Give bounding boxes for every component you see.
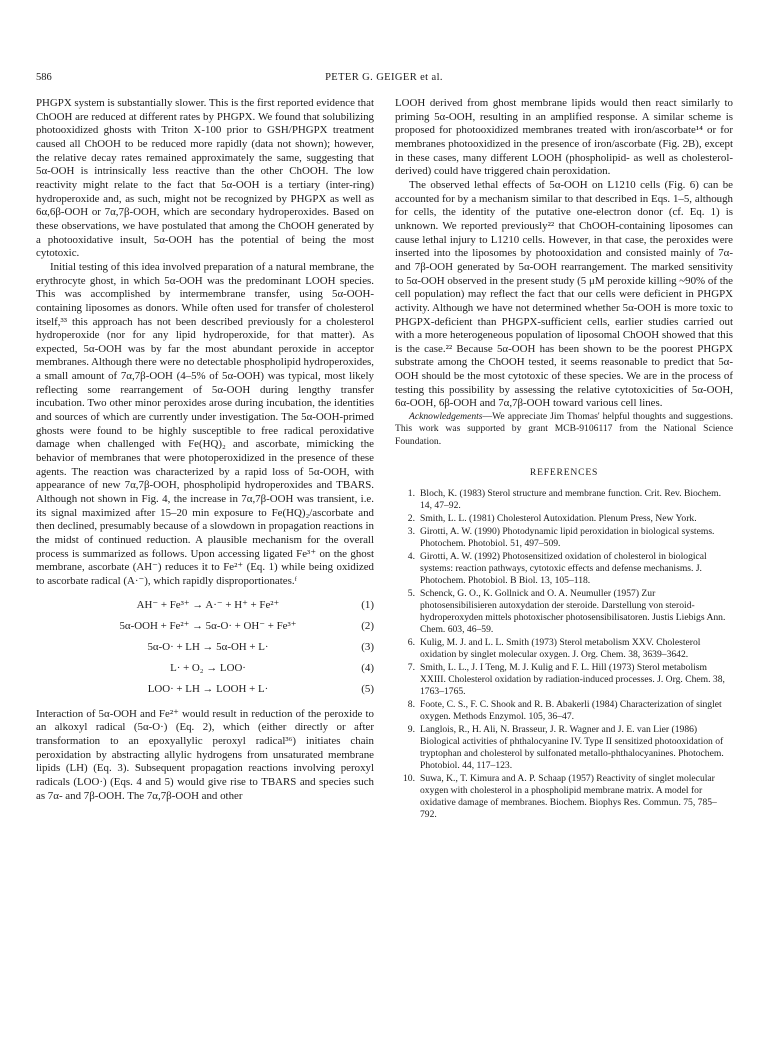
- reference-number: 7.: [407, 661, 415, 673]
- references-heading: REFERENCES: [529, 466, 599, 478]
- reference-text: Girotti, A. W. (1992) Photosensitized oxidation of cholesterol in biological systems: reaction pathways, cytotoxic effects and defense mechanisms. J. Photochem. Photobiol. B Biol. 13, 105–118.: [420, 550, 707, 586]
- equation-number: (3): [361, 641, 374, 654]
- page-number: 586: [36, 72, 52, 83]
- reference-text: Kulig, M. J. and L. L. Smith (1973) Sterol metabolism XXV. Cholesterol oxidation by singlet molecular oxygen. J. Org. Chem. 38, 3639–3642.: [420, 636, 701, 660]
- reference-text: Foote, C. S., F. C. Shook and R. B. Abakerli (1984) Characterization of singlet oxygen. Methods Enzymol. 105, 36–47.: [420, 698, 722, 722]
- page-header: [36, 72, 732, 88]
- running-head: PETER G. GEIGER et al.: [325, 72, 443, 83]
- reference-item: [395, 699, 733, 723]
- reference-item: [395, 513, 733, 525]
- reference-number: 6.: [407, 636, 415, 648]
- reference-text: Schenck, G. O., K. Gollnick and O. A. Neumuller (1957) Zur photosensibilisieren autoxydation der steroide. Darstellung von steroid-hydroperoxyden mittels photoxischer photosensibilisatoren. Justis Liebigs Ann. Chem. 603, 46–59.: [420, 587, 726, 635]
- reference-number: 9.: [407, 723, 415, 735]
- equation-number: (1): [361, 599, 374, 612]
- body-paragraph: Interaction of 5α-OOH and Fe²⁺ would result in reduction of the peroxide to an alkoxyl radical (5α-O·) (Eq. 2), which (either directly or after transformation to an epoxyallylic peroxyl radical³⁶) initiates chain peroxidation by abstracting allylic hydrogens from unsaturated membrane lipids (LH) (Eq. 3). Subsequent propagation reactions involving peroxyl radicals (LOO·) (Eqs. 4 and 5) would give rise to TBARS and species such as 7α- and 7β-OOH. The 7α,7β-OOH and other: [36, 707, 374, 802]
- reference-number: 5.: [407, 587, 415, 599]
- equation: AH⁻ + Fe³⁺ → A·⁻ + H⁺ + Fe²⁺: [136, 599, 280, 612]
- acknowledgements-label: Acknowledgements: [409, 411, 483, 423]
- reference-item: [395, 773, 733, 821]
- reference-item: [395, 588, 733, 636]
- reference-text: Suwa, K., T. Kimura and A. P. Schaap (1957) Reactivity of singlet molecular oxygen with cholesterol in a phospholipid membrane matrix. A model for oxidative damage of membranes. Biochem. Biophys Res. Commun. 75, 785–792.: [420, 772, 717, 820]
- body-paragraph: The observed lethal effects of 5α-OOH on L1210 cells (Fig. 6) can be accounted for by a mechanism similar to that described in Eqs. 1–5, although for cells, the identity of the putative one-electron donor (cf. Eq. 1) is unknown. We reported previously²² that ChOOH-containing liposomes can cause lethal injury to L1210 cells. However, in that case, the peroxides were inserted into the liposomes by photooxidation and consisted mainly of 7α- and 7β-OOH generated by 5α-OOH rearrangement. The marked sensitivity to 5α-OOH observed in the present study (5 μM peroxide killing ~90% of the cell population) may reflect the fact that our cells were deficient in PHGPX activity. Although we have not determined whether 5α-OOH is more toxic to PHGPX-deficient than PHGPX-sufficient cells, earlier studies carried out with a more heterogeneous population of liposomal ChOOH showed that this is the case.²² Because 5α-OOH has been shown to be the poorest PHGPX substrate among the ChOOH tested, it seems reasonable to predict that 5α-OOH should be the most cytotoxic of these species. We are in the process of testing this possibility by assessing the relative cytotoxicities of 5α-OOH, 6α-OOH, 6β-OOH and 7α,7β-OOH toward various cell lines.: [395, 178, 733, 410]
- right-column: [395, 97, 733, 822]
- equation: LOO· + LH → LOOH + L·: [147, 683, 269, 696]
- equation-number: (4): [361, 662, 374, 675]
- reference-text: Langlois, R., H. Ali, N. Brasseur, J. R. Wagner and J. E. van Lier (1986) Biological activities of phthalocyanine IV. Type II sensitized photooxidation of tryptophan and cholesterol by sulfonated metallo-phthalocyanines. Photochem. Photobiol. 44, 117–123.: [420, 723, 724, 771]
- reference-number: 10.: [403, 772, 415, 784]
- reference-text: Girotti, A. W. (1990) Photodynamic lipid peroxidation in biological systems. Photochem. Photobiol. 51, 497–509.: [420, 525, 715, 549]
- equation: L· + O₂ → LOO·: [170, 662, 246, 675]
- reference-item: [395, 488, 733, 512]
- left-column: [36, 97, 374, 803]
- reference-item: [395, 724, 733, 772]
- equation-row: [36, 680, 374, 701]
- equation-number: (2): [361, 620, 374, 633]
- reference-number: 3.: [407, 525, 415, 537]
- reference-number: 4.: [407, 550, 415, 562]
- body-paragraph: PHGPX system is substantially slower. This is the first reported evidence that ChOOH are reduced at different rates by PHGPX. We found that solubilizing photooxidized ghosts with Triton X-100 prior to GSH/PHGPX treatment caused all ChOOH to be reduced more rapidly (data not shown); however, the relative decay rates remained approximately the same, suggesting that 5α-OOH is intrinsically less reactive than the other ChOOH. The low reactivity might relate to the fact that 5α-OOH is a tertiary (inter-ring) hydroperoxide and, as such, might not be recognized by PHGPX as well as 6α,6β-OOH or 7α,7β-OOH, which are secondary hydroperoxides. Based on these observations, we have postulated that among the ChOOH generated by a photooxidative insult, 5α-OOH has the potential of being the most cytotoxic.: [36, 97, 374, 260]
- reference-number: 8.: [407, 698, 415, 710]
- equation-row: [36, 659, 374, 680]
- reference-item: [395, 551, 733, 587]
- acknowledgements: [395, 411, 733, 448]
- reference-item: [395, 637, 733, 661]
- reference-text: Smith, L. L. (1981) Cholesterol Autoxidation. Plenum Press, New York.: [420, 512, 697, 524]
- equation-number: (5): [361, 683, 374, 696]
- equation-block: [36, 596, 374, 701]
- acknowledgements-text: —We appreciate Jim Thomas' helpful thoughts and suggestions. This work was supported by grant MCB-9106117 from the National Science Foundation.: [395, 411, 733, 447]
- equation: 5α-OOH + Fe²⁺ → 5α-O· + OH⁻ + Fe³⁺: [119, 620, 297, 633]
- reference-text: Smith, L. L., J. I Teng, M. J. Kulig and F. L. Hill (1973) Sterol metabolism XXIII. Cholesterol oxidation by radiation-induced processes. J. Org. Chem. 38, 1763–1765.: [420, 661, 725, 697]
- reference-item: [395, 662, 733, 698]
- equation-row: [36, 617, 374, 638]
- equation: 5α-O· + LH → 5α-OH + L·: [147, 641, 269, 654]
- body-paragraph: LOOH derived from ghost membrane lipids would then react similarly to priming 5α-OOH, resulting in an amplified response. A similar scheme is proposed for photooxidized membranes treated with iron/ascorbate¹⁴ or for membranes photooxidized in the presence of iron/ascorbate (Fig. 2B), except in these cases, many different LOOH (phospholipid- as well as cholesterol-derived) could have triggered chain peroxidation.: [395, 97, 733, 178]
- equation-row: [36, 596, 374, 617]
- reference-list: [395, 488, 733, 821]
- reference-text: Bloch, K. (1983) Sterol structure and membrane function. Crit. Rev. Biochem. 14, 47–92.: [420, 487, 721, 511]
- equation-row: [36, 638, 374, 659]
- body-paragraph: Initial testing of this idea involved preparation of a natural membrane, the erythrocyte ghost, in which 5α-OOH was the predominant LOOH species. This was accomplished by intermembrane transfer, using 5α-OOH-containing liposomes as donors. While often used for transfer of cholesterol itself,³³ this approach has not been described previously for a cholesterol hydroperoxide (nor for any lipid hydroperoxide, for that matter). As expected, 5α-OOH was by far the most abundant peroxide in acceptor membranes. Although there were no detectable phospholipid hydroperoxides, a small amount of 7α,7β-OOH (4–5% of 5α-OOH) was typical, most likely reflecting some rearrangement of 5α-OOH during lengthy transfer incubation. Two other minor peroxides arose during incubation, the identities and sources of which are currently under investigation. The 5α-OOH-primed ghosts were found to be highly susceptible to free radical peroxidative damage when challenged with Fe(HQ)₂ and ascorbate, mimicking the behavior of membranes that were photoperoxidized in the presence of these agents. The reaction was characterized by a rapid loss of 5α-OOH, with appearance of new 7α,7β-OOH, phospholipid hydroperoxides and TBARS. Although not shown in Fig. 4, the increase in 7α,7β-OOH was transient, i.e. its signal maximized after 15–20 min exposure to Fe(HQ)₂/ascorbate and then declined, presumably because of a slowdown in propagation reactions in the midst of continued reduction. A plausible mechanism for the overall process is summarized as follows. Upon accessing ligated Fe³⁺ on the ghost membrane, ascorbate (AH⁻) reduces it to Fe²⁺ (Eq. 1) while being oxidized to ascorbate radical (A·⁻), which rapidly disproportionates.ᶠ: [36, 260, 374, 587]
- reference-number: 2.: [407, 512, 415, 524]
- reference-number: 1.: [407, 487, 415, 499]
- reference-item: [395, 526, 733, 550]
